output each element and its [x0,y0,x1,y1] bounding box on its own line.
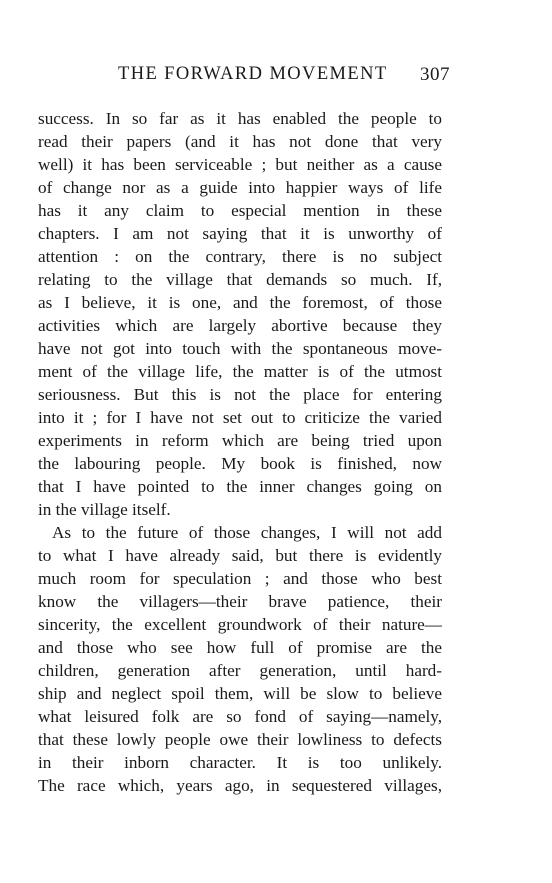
text-line: experiments in reform which are being tried upon [38,431,442,450]
page-number: 307 [420,64,450,85]
text-line: as I believe, it is one, and the foremost, of those [38,293,442,312]
text-line: what leisured folk are so fond of saying—namely, [38,707,442,726]
text-line: sincerity, the excellent groundwork of their nature— [38,615,442,634]
paragraph-start-line: As to the future of those changes, I will not add [52,523,442,542]
running-title: THE FORWARD MOVEMENT [118,64,388,84]
text-line: seriousness. But this is not the place for entering [38,385,442,404]
text-line: children, generation after generation, until hard- [38,661,442,680]
text-line: has it any claim to especial mention in these [38,201,442,220]
text-line: chapters. I am not saying that it is unworthy of [38,224,442,243]
text-line: activities which are largely abortive because they [38,316,442,335]
body-text [38,107,442,797]
text-line: have not got into touch with the spontaneous move- [38,339,442,358]
text-line: The race which, years ago, in sequestered villages, [38,776,442,795]
text-line: ship and neglect spoil them, will be slow to believe [38,684,442,703]
text-line: relating to the village that demands so much. If, [38,270,442,289]
text-line: that these lowly people owe their lowliness to defects [38,730,442,749]
running-head [40,64,450,94]
text-line: and those who see how full of promise are the [38,638,442,657]
text-line: read their papers (and it has not done that very [38,132,442,151]
text-line: in their inborn character. It is too unlikely. [38,753,442,772]
text-line: that I have pointed to the inner changes going on [38,477,442,496]
text-line: much room for speculation ; and those who best [38,569,442,588]
text-line: ment of the village life, the matter is of the utmost [38,362,442,381]
text-line: success. In so far as it has enabled the people to [38,109,442,128]
text-line: into it ; for I have not set out to criticize the varied [38,408,442,427]
text-line: well) it has been serviceable ; but neither as a cause [38,155,442,174]
text-line: the labouring people. My book is finished, now [38,454,442,473]
text-line: of change nor as a guide into happier ways of life [38,178,442,197]
paragraph-end-line: in the village itself. [38,500,171,519]
text-line: to what I have already said, but there is evidently [38,546,442,565]
text-line: attention : on the contrary, there is no subject [38,247,442,266]
text-line: know the villagers—their brave patience, their [38,592,442,611]
